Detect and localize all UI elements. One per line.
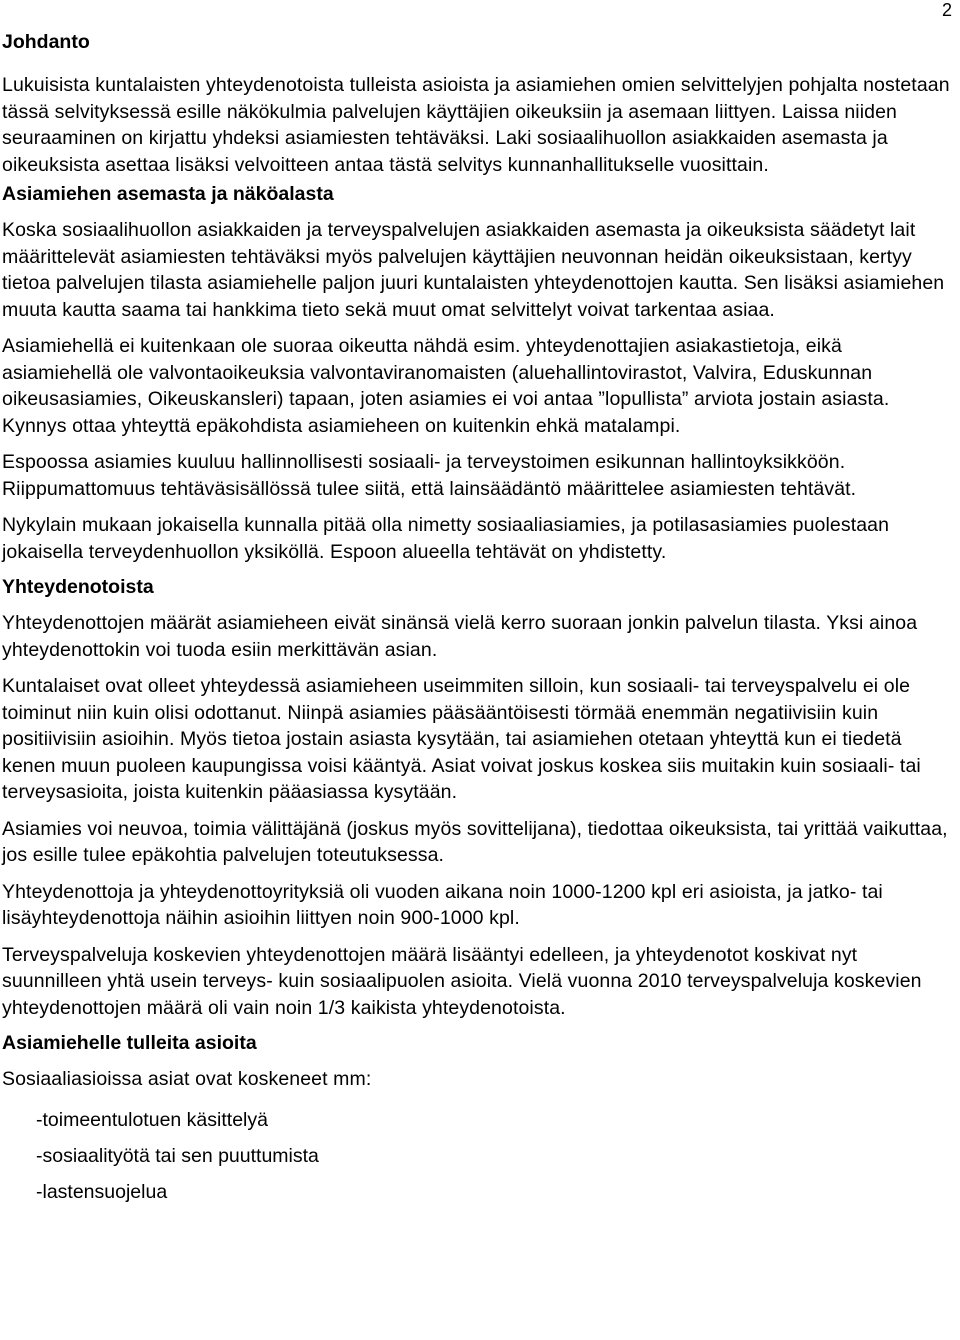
paragraph: Sosiaaliasioissa asiat ovat koskeneet mm: [2, 1068, 372, 1090]
section-title-contacts: Yhteydenotoista [2, 576, 154, 598]
paragraph: Kuntalaiset ovat olleet yhteydessä asiamieheen useimmiten silloin, kun sosiaali- tai terveyspalvelu ei ole toiminut niin kuin olisi odottanut. Niinpä asiamies pääsääntöisesti törmää enemmän negatiivisiin kuin positiivisiin asioihin. Myös tietoa jostain asiasta kysytään, tai asiamiehen otetaan yhteyttä kun ei tiedetä kenen muun puoleen kaupungissa voisi kääntyä. Asiat voivat joskus koskea siis muitakin kuin sosiaali- tai terveysasioita, joista kuitenkin pääasiassa kysytään. [2, 675, 921, 803]
matters-list [2, 1107, 952, 1205]
section-title-position: Asiamiehen asemasta ja näköalasta [2, 183, 334, 205]
paragraph: Koska sosiaalihuollon asiakkaiden ja terveyspalvelujen asiakkaiden asemasta ja oikeuksista säädetyt lait määrittelevät asiamiesten tehtäväksi myös palvelujen käyttäjien neuvonnan heidän oikeuksistaan, kertyy tietoa palvelujen tilasta asiamiehelle paljon juuri kuntalaisten yhteydenottojen kautta. Sen lisäksi asiamiehen muuta kautta saama tai hankkima tieto sekä muut omat selvittelyt voivat tarkentaa asiaa. [2, 219, 945, 321]
page-number: 2 [941, 0, 952, 20]
paragraph: Yhteydenottoja ja yhteydenottoyrityksiä oli vuoden aikana noin 1000-1200 kpl eri asioista, ja jatko- tai lisäyhteydenottoja näihin asioihin liittyen noin 900-1000 kpl. [2, 880, 883, 929]
list-item: -sosiaalityötä tai sen puuttumista [36, 1144, 319, 1167]
paragraph: Terveyspalveluja koskevien yhteydenottojen määrä lisääntyi edelleen, ja yhteydenotot koskivat nyt suunnilleen yhtä usein terveys- kuin sosiaalipuolen asioita. Vielä vuonna 2010 terveyspalveluja koskevien yhteydenottojen määrä oli vain noin 1/3 kaikista yhteydenotoista. [2, 943, 922, 1019]
paragraph: Nykylain mukaan jokaisella kunnalla pitää olla nimetty sosiaaliasiamies, ja potilasasiamies puolestaan jokaisella terveydenhuollon yksiköllä. Espoon alueella tehtävät on yhdistetty. [2, 514, 890, 563]
paragraph: Lukuisista kuntalaisten yhteydenotoista tulleista asioista ja asiamiehen omien selvittelyjen pohjalta nostetaan tässä selvityksessä esille näkökulmia palvelujen käyttäjien oikeuksiin ja asemaan liittyen. Laissa niiden seuraaminen on kirjattu yhdeksi asiamiesten tehtäväksi. Laki sosiaalihuollon asiakkaiden asemasta ja oikeuksista asettaa lisäksi velvoitteen antaa tästä selvitys kunnanhallitukselle vuosittain. [2, 74, 950, 176]
section-title-matters: Asiamiehelle tulleita asioita [2, 1032, 257, 1054]
list-item: -toimeentulotuen käsittelyä [36, 1108, 268, 1131]
paragraph: Yhteydenottojen määrät asiamieheen eivät sinänsä vielä kerro suoraan jonkin palvelun tilasta. Yksi ainoa yhteydenottokin voi tuoda esiin merkittävän asian. [2, 612, 918, 661]
section-title-intro: Johdanto [2, 31, 90, 53]
paragraph: Espoossa asiamies kuuluu hallinnollisesti sosiaali- ja terveystoimen esikunnan hallintoyksikköön. Riippumattomuus tehtäväsisällössä tulee siitä, että lainsäädäntö määrittelee asiamiesten tehtävät. [2, 451, 857, 500]
list-item: -lastensuojelua [36, 1180, 168, 1203]
document-body [2, 30, 952, 1215]
paragraph: Asiamiehellä ei kuitenkaan ole suoraa oikeutta nähdä esim. yhteydenottajien asiakastietoja, eikä asiamiehellä ole valvontaoikeuksia valvontaviranomaisten (aluehallintovirastot, Valvira, Eduskunnan oikeusasiamies, Oikeuskansleri) tapaan, joten asiamies ei voi antaa ”lopullista” arviota jostain asiasta. Kynnys ottaa yhteyttä epäkohdista asiamieheen on kuitenkin ehkä matalampi. [2, 335, 890, 437]
paragraph: Asiamies voi neuvoa, toimia välittäjänä (joskus myös sovittelijana), tiedottaa oikeuksista, tai yrittää vaikuttaa, jos esille tulee epäkohtia palvelujen toteutuksessa. [2, 817, 948, 866]
